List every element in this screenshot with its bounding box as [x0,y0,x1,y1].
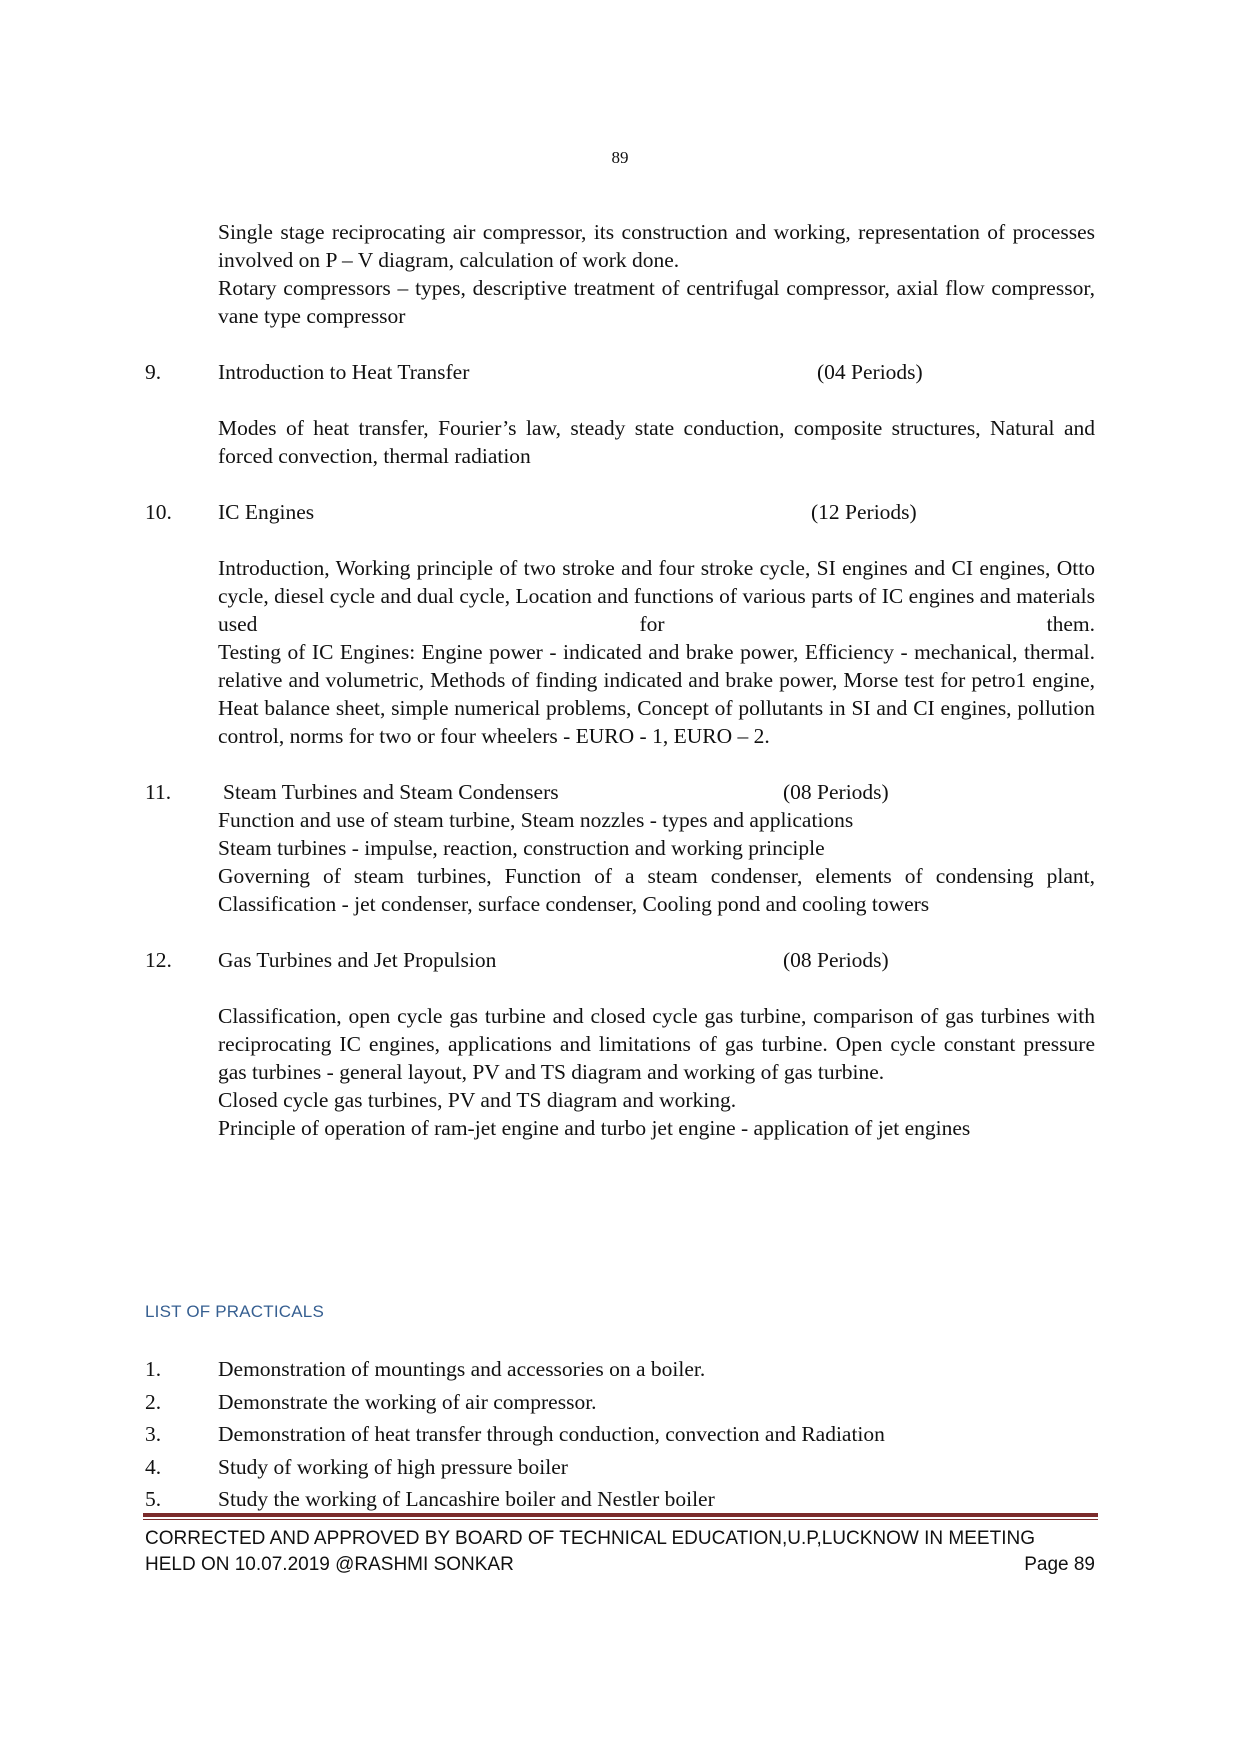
body-line: Principle of operation of ram-jet engine and turbo jet engine - application of jet engines [218,1116,971,1140]
section-title: Steam Turbines and Steam Condensers [223,780,559,804]
footer-approval-date: HELD ON 10.07.2019 @RASHMI SONKAR [145,1554,514,1575]
section-body-10 [218,554,1095,750]
footer-page-label: Page 89 [1024,1554,1095,1575]
list-item [145,1453,1095,1486]
page-number: 89 [611,148,629,167]
intro-line: Rotary compressors – types, descriptive treatment of centrifugal compressor, axial flow compressor, vane type compressor [218,276,1095,328]
item-number: 2. [145,1389,162,1414]
section-heading-12 [145,946,1095,974]
footer-rule-thin [143,1519,1098,1520]
list-item [145,1355,1095,1388]
section-number: 12. [145,948,172,972]
body-line: Closed cycle gas turbines, PV and TS diagram and working. [218,1088,737,1112]
footer-line-1: CORRECTED AND APPROVED BY BOARD OF TECHNICAL EDUCATION,U.P,LUCKNOW IN MEETING [145,1528,1035,1549]
section-periods: (04 Periods) [817,360,923,384]
item-number: 1. [145,1357,162,1381]
section-title: Gas Turbines and Jet Propulsion [218,948,497,972]
item-text: Demonstration of mountings and accessories on a boiler. [218,1357,706,1381]
section-number: 11. [145,780,172,804]
practicals-list [145,1355,1095,1518]
intro-paragraph [218,218,1095,330]
section-heading-11 [145,778,1095,806]
item-text: Demonstrate the working of air compressor. [218,1389,597,1414]
section-heading-9 [145,358,1095,386]
item-text: Study of working of high pressure boiler [218,1454,568,1479]
item-number: 4. [145,1454,162,1479]
intro-line: Single stage reciprocating air compressor, its construction and working, representation of processes involved on P – V diagram, calculation of work done. [218,220,1095,272]
practicals-heading: LIST OF PRACTICALS [145,1302,324,1321]
item-number: 5. [145,1487,162,1511]
list-item [145,1420,1095,1453]
syllabus-content [145,218,1095,1142]
body-line: Governing of steam turbines, Function of a steam condenser, elements of condensing plant, Classification - jet condenser, surface condenser, Cooling pond and cooling towers [218,864,1095,916]
section-body-11 [218,806,1095,918]
list-item [145,1388,1095,1421]
footer-rule-thick [143,1513,1098,1517]
section-title: Introduction to Heat Transfer [218,360,470,384]
section-heading-10 [145,498,1095,526]
section-body-12 [218,1002,1095,1142]
body-paragraph: Testing of IC Engines: Engine power - indicated and brake power, Efficiency - mechanical, thermal. relative and volumetric, Methods of finding indicated and brake power, Morse test for petro1 engine, Heat balance sheet, simple numerical problems, Concept of pollutants in SI and CI engines, pollution control, norms for two or four wheelers - EURO - 1, EURO – 2. [218,640,1095,748]
page-footer [145,1526,1095,1578]
section-periods: (12 Periods) [811,500,917,524]
footer-line-2 [145,1552,1095,1578]
section-number: 10. [145,500,172,524]
body-line: Function and use of steam turbine, Steam nozzles - types and applications [218,808,854,832]
body-paragraph: Introduction, Working principle of two stroke and four stroke cycle, SI engines and CI engines, Otto cycle, diesel cycle and dual cycle, Location and functions of various parts of IC engines and materials used for them. [218,556,1095,636]
section-title: IC Engines [218,500,315,524]
item-text: Study the working of Lancashire boiler and Nestler boiler [218,1487,715,1511]
body-paragraph: Classification, open cycle gas turbine and closed cycle gas turbine, comparison of gas turbines with reciprocating IC engines, applications and limitations of gas turbine. Open cycle constant pressure gas turbines - general layout, PV and TS diagram and working of gas turbine. [218,1004,1095,1084]
section-periods: (08 Periods) [783,948,889,972]
item-text: Demonstration of heat transfer through conduction, convection and Radiation [218,1422,885,1446]
body-line: Steam turbines - impulse, reaction, construction and working principle [218,836,825,860]
item-number: 3. [145,1422,162,1446]
section-body-9 [218,414,1095,470]
section-periods: (08 Periods) [783,780,889,804]
body-paragraph: Modes of heat transfer, Fourier’s law, steady state conduction, composite structures, Natural and forced convection, thermal radiation [218,416,1095,468]
section-number: 9. [145,360,162,384]
